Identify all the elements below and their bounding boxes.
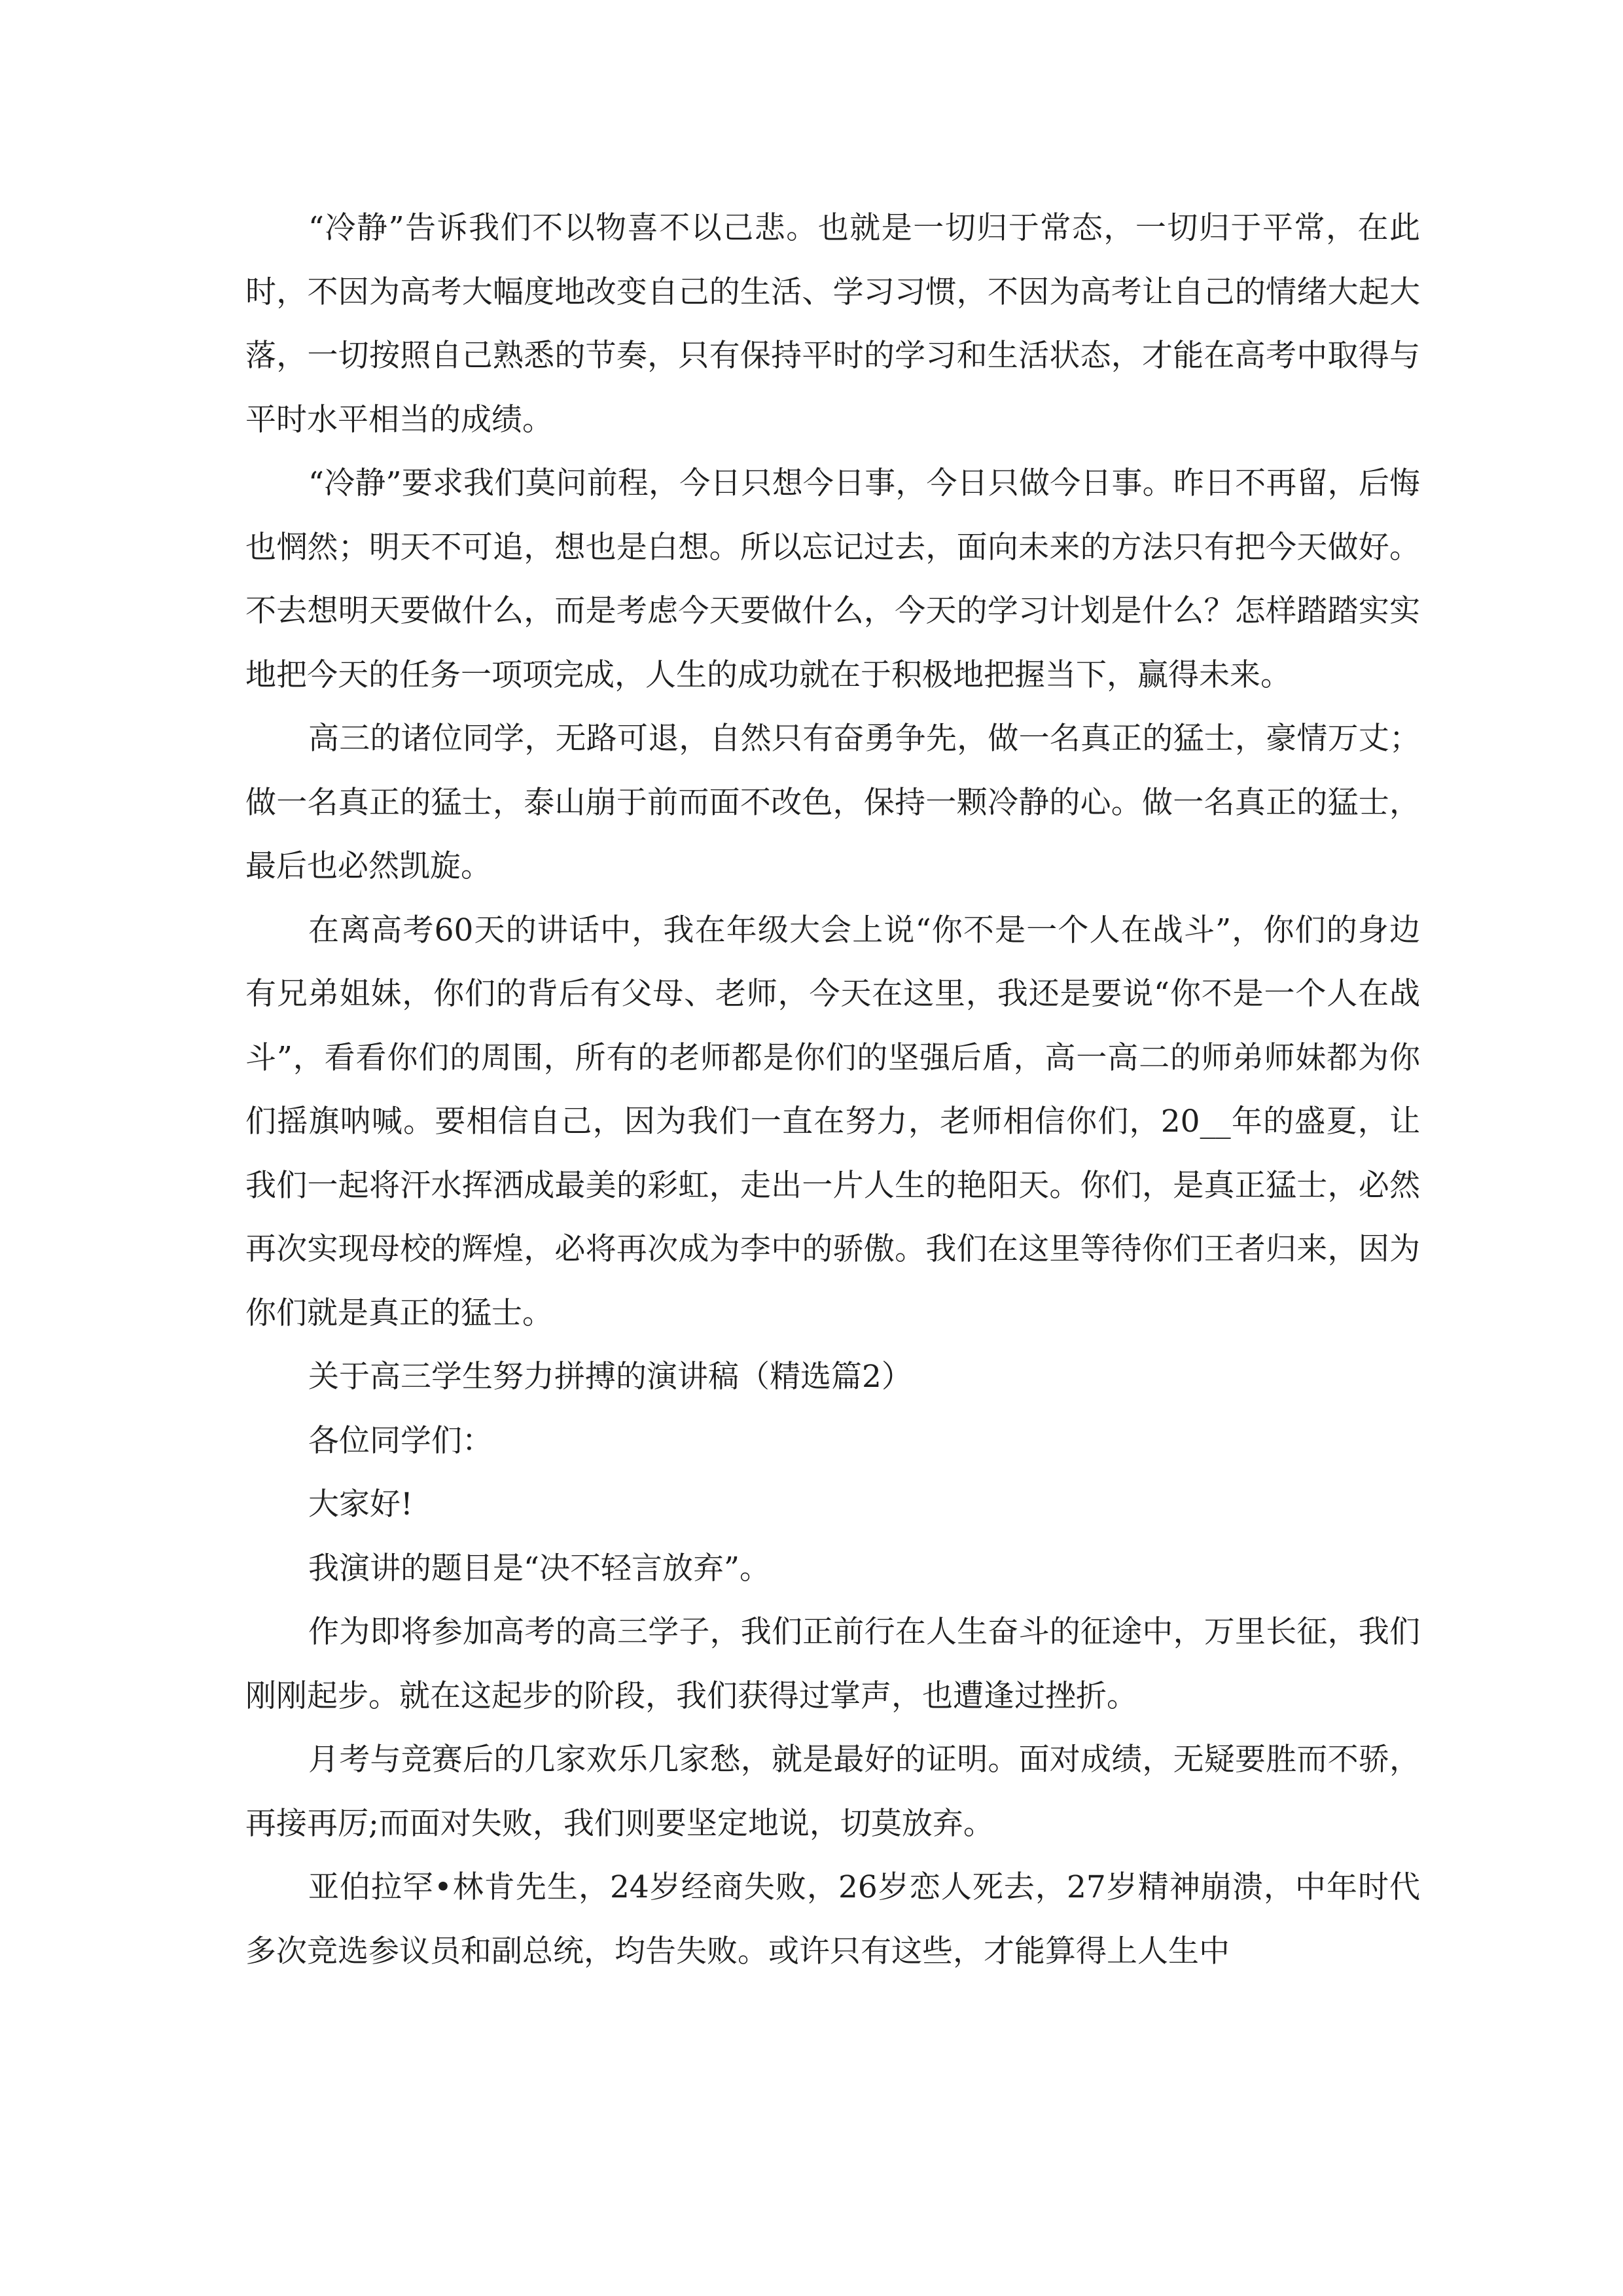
document-body xyxy=(245,196,1420,1983)
paragraph-calm-focus-today: “冷静”要求我们莫问前程，今日只想今日事，今日只做今日事。昨日不再留，后悔也惘然；明天不可追，想也是白想。所以忘记过去，面向未来的方法只有把今天做好。不去想明天要做什么，而是考虑今天要做什么，今天的学习计划是什么？怎样踏踏实实地把今天的任务一项项完成，人生的成功就在于积极地把握当下，赢得未来。 xyxy=(245,465,1420,693)
paragraph-lincoln-example: 亚伯拉罕•林肯先生，24岁经商失败，26岁恋人死去，27岁精神崩溃，中年时代多次竞选参议员和副总统，均告失败。或许只有这些，才能算得上人生中 xyxy=(245,1869,1420,1969)
paragraph-journey-begins: 作为即将参加高考的高三学子，我们正前行在人生奋斗的征途中，万里长征，我们刚刚起步。就在这起步的阶段，我们获得过掌声，也遭逢过挫折。 xyxy=(245,1614,1420,1714)
paragraph-calm-no-joy-no-sorrow: “冷静”告诉我们不以物喜不以己悲。也就是一切归于常态，一切归于平常，在此时，不因为高考大幅度地改变自己的生活、学习习惯，不因为高考让自己的情绪大起大落，一切按照自己熟悉的节奏，只有保持平时的学习和生活状态，才能在高考中取得与平时水平相当的成绩。 xyxy=(245,210,1420,438)
section-title: 关于高三学生努力拼搏的演讲稿（精选篇2） xyxy=(308,1359,912,1395)
greeting: 大家好! xyxy=(308,1486,413,1522)
paragraph-not-fighting-alone: 在离高考60天的讲话中，我在年级大会上说“你不是一个人在战斗”，你们的身边有兄弟姐妹，你们的背后有父母、老师，今天在这里，我还是要说“你不是一个人在战斗”，看看你们的周围，所有的老师都是你们的坚强后盾，高一高二的师弟师妹都为你们摇旗呐喊。要相信自己，因为我们一直在努力，老师相信你们，20__年的盛夏，让我们一起将汗水挥洒成最美的彩虹，走出一片人生的艳阳天。你们，是真正猛士，必然再次实现母校的辉煌，必将再次成为李中的骄傲。我们在这里等待你们王者归来，因为你们就是真正的猛士。 xyxy=(245,912,1420,1331)
salutation: 各位同学们： xyxy=(308,1422,493,1459)
paragraph-be-a-true-warrior: 高三的诸位同学，无路可退，自然只有奋勇争先，做一名真正的猛士，豪情万丈；做一名真正的猛士，泰山崩于前而面不改色，保持一颗冷静的心。做一名真正的猛士，最后也必然凯旋。 xyxy=(245,721,1420,884)
paragraph-never-give-up: 月考与竞赛后的几家欢乐几家愁，就是最好的证明。面对成绩，无疑要胜而不骄，再接再厉;而面对失败，我们则要坚定地说，切莫放弃。 xyxy=(245,1742,1420,1842)
speech-topic: 我演讲的题目是“决不轻言放弃”。 xyxy=(308,1550,771,1587)
